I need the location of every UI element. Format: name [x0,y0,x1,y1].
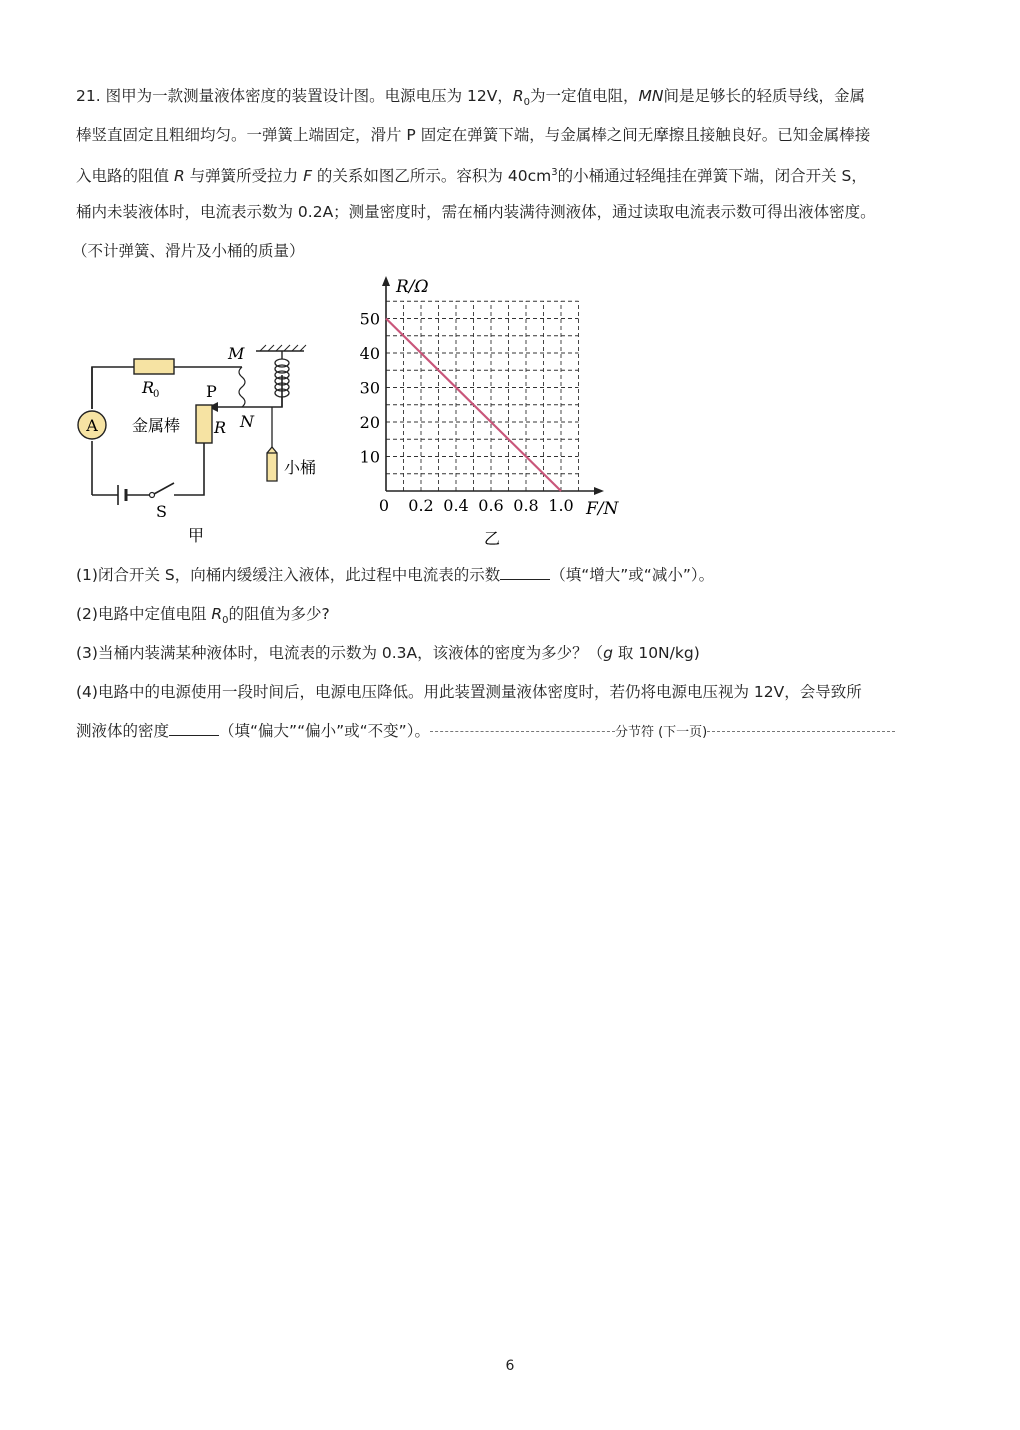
sub-question-1: (1)闭合开关 S，向桶内缓缓注入液体，此过程中电流表的示数 （填“增大”或“减小”）。 [76,566,715,584]
label-s: S [156,502,167,521]
y-tick-label: 10 [359,447,380,467]
chart-axes [382,276,604,495]
label-n: N [240,412,254,431]
sub-question-3: (3)当桶内装满某种液体时，电流表的示数为 0.3A，该液体的密度为多少？（g 取 10N/kg) [76,644,700,662]
answer-blank-4[interactable] [169,721,219,736]
y-tick-label: 50 [359,309,380,329]
x-tick-label: 0.4 [443,496,469,515]
label-p: P [206,382,217,401]
y-tick-label: 30 [359,378,380,398]
sub-question-4-line-1: (4)电路中的电源使用一段时间后，电源电压降低。用此装置测量液体密度时，若仍将电源电压视为 12V，会导致所 [76,683,862,701]
label-m: M [228,344,245,363]
section-break-dash-left [430,731,615,732]
bucket [267,447,277,481]
y-tick-label: 20 [359,413,380,432]
question-line-1: 21. 图甲为一款测量液体密度的装置设计图。电源电压为 12V，$R_0$为一定值电阻，MN间是足够长的轻质导线，金属 [76,87,866,109]
y-tick-label: 40 [359,344,380,363]
sub-question-4-line-2: 测液体的密度 （填“偏大”“偏小”或“不变”）。 分节符 (下一页) [76,721,895,743]
section-break-dash-right [707,731,895,732]
wire-top-left [92,367,134,409]
x-tick-label: 0 [378,496,390,515]
ceiling-hatch [260,345,306,351]
r0-resistor [134,359,174,374]
question-number: 21. [76,87,101,105]
question-line-4: 桶内未装液体时，电流表示数为 0.2A；测量密度时，需在桶内装满待测液体，通过读取电流表示数可得出液体密度。 [76,203,876,221]
chart-ticks [360,310,574,516]
chart-xlabel: F/N [586,499,619,519]
y-axis-arrow [382,276,390,286]
chart-ylabel: R/Ω [396,277,429,297]
page-number: 6 [505,1358,515,1374]
answer-blank-1[interactable] [500,565,550,580]
circuit-diagram [70,335,340,555]
section-break-label: 分节符 (下一页) [614,725,708,740]
x-tick-label: 1.0 [548,496,574,515]
label-bucket: 小桶 [284,458,317,477]
chart-grid [386,301,579,491]
x-tick-label: 0.8 [513,496,539,515]
x-axis-arrow [594,487,604,495]
label-r0-sub: 0 [153,389,160,400]
light-wire-mn [239,367,245,407]
sub-question-2: (2)电路中定值电阻 $R_0$的阻值为多少? [76,605,330,627]
metal-rod-resistor [196,405,212,443]
ammeter-label: A [86,416,98,435]
switch-blade [154,483,174,494]
question-line-3: 入电路的阻值 R 与弹簧所受拉力 F 的关系如图乙所示。容积为 $40cm^3$的小桶通过轻绳挂在弹簧下端，闭合开关 S， [76,167,867,186]
x-tick-label: 0.2 [408,496,434,515]
circuit-caption: 甲 [188,526,205,545]
question-line-2: 棒竖直固定且粗细均匀。一弹簧上端固定，滑片 P 固定在弹簧下端，与金属棒之间无摩擦且接触良好。已知金属棒接 [76,126,871,144]
label-r0: R [142,378,155,397]
question-line-5: （不计弹簧、滑片及小桶的质量） [72,242,305,260]
wire-bottom-right [174,441,204,495]
r-f-chart [352,270,632,550]
x-tick-label: 0.6 [478,496,504,515]
label-r: R [214,418,227,437]
label-rod: 金属棒 [132,416,181,435]
chart-caption: 乙 [484,529,501,548]
